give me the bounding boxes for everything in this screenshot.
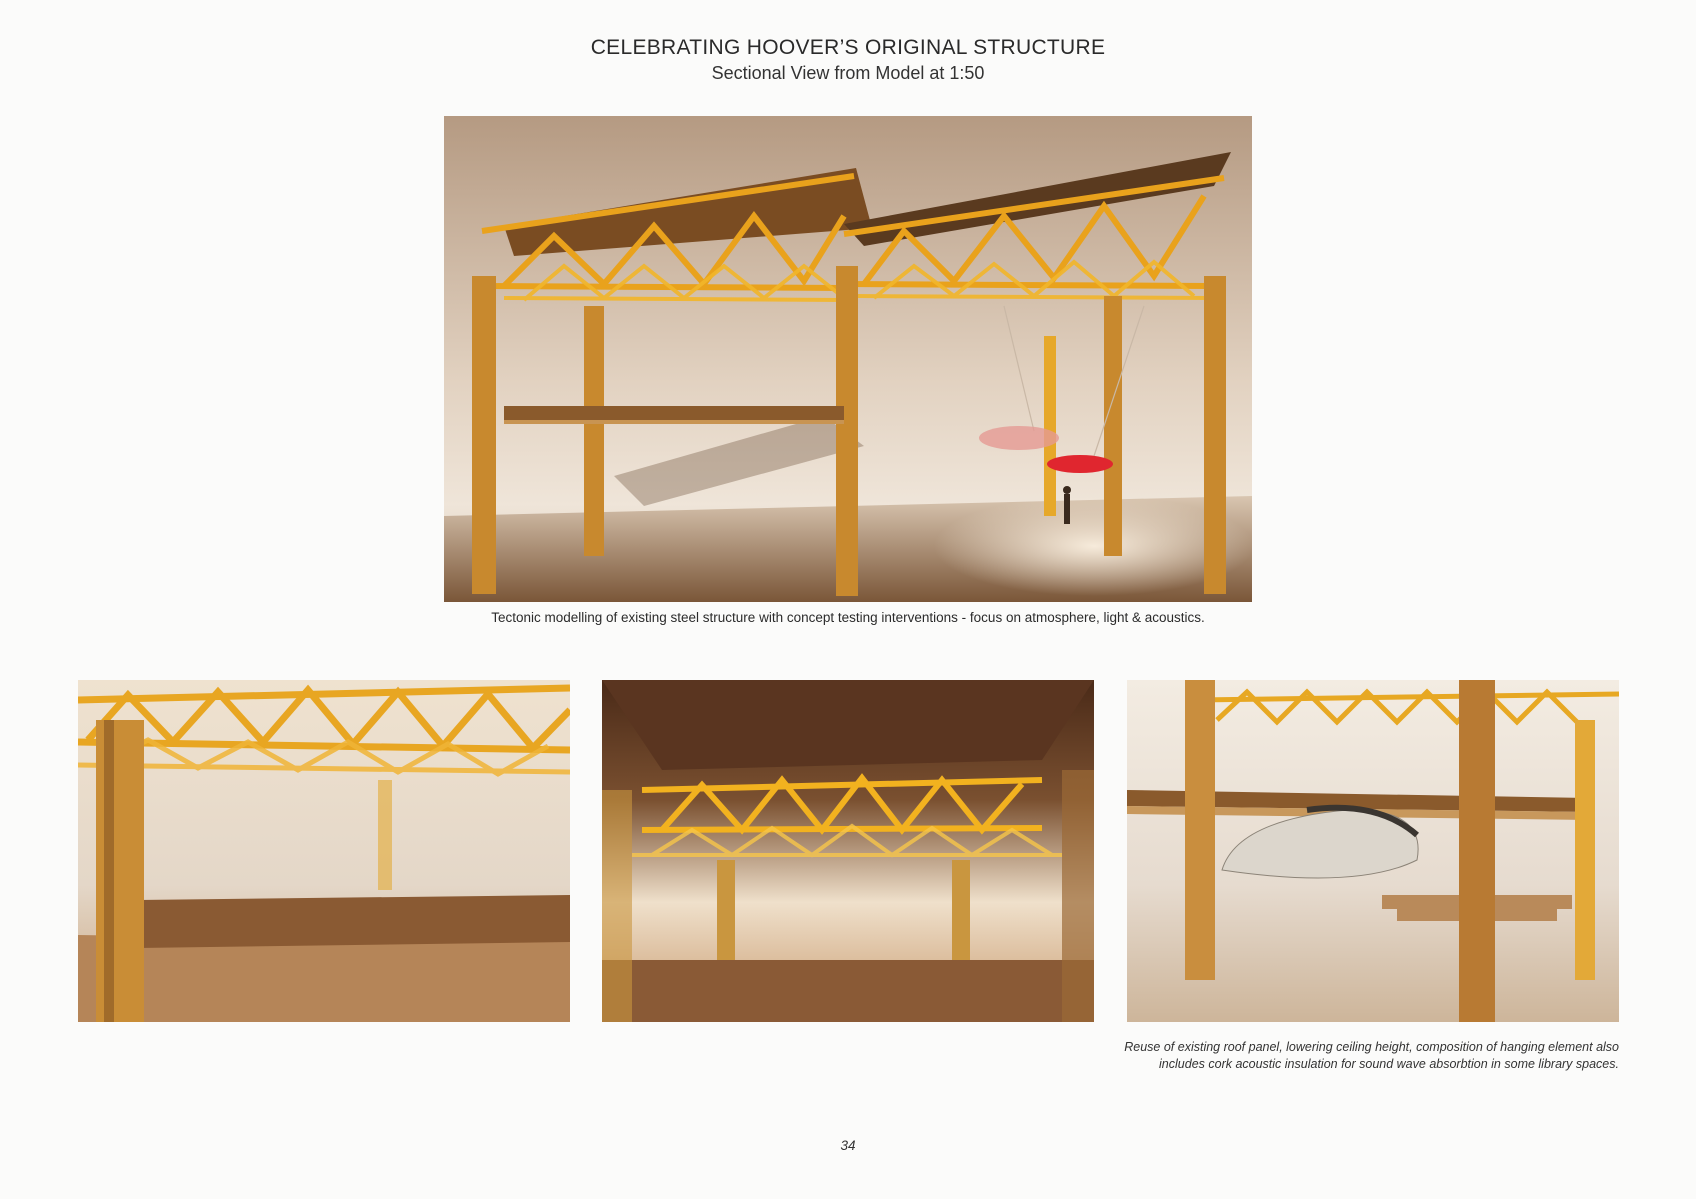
detail-photo-underside	[602, 680, 1094, 1022]
page-title: CELEBRATING HOOVER’S ORIGINAL STRUCTURE	[590, 36, 1106, 59]
page-subtitle: Sectional View from Model at 1:50	[711, 63, 985, 83]
detail-photo-truss-left	[78, 680, 570, 1022]
detail-caption-line-2: includes cork acoustic insulation for sound wave absorbtion in some library spaces.	[1159, 1057, 1619, 1071]
main-photo-caption: Tectonic modelling of existing steel structure with concept testing interventions - focus on atmosphere, light & acoustics.	[491, 610, 1205, 625]
detail-photo-hanging-panel	[1127, 680, 1619, 1022]
main-model-photo	[444, 116, 1252, 602]
detail-photos-caption	[1080, 1039, 1619, 1073]
detail-caption-line-1: Reuse of existing roof panel, lowering ceiling height, composition of hanging element also	[1124, 1040, 1619, 1054]
page-number: 34	[840, 1138, 856, 1153]
